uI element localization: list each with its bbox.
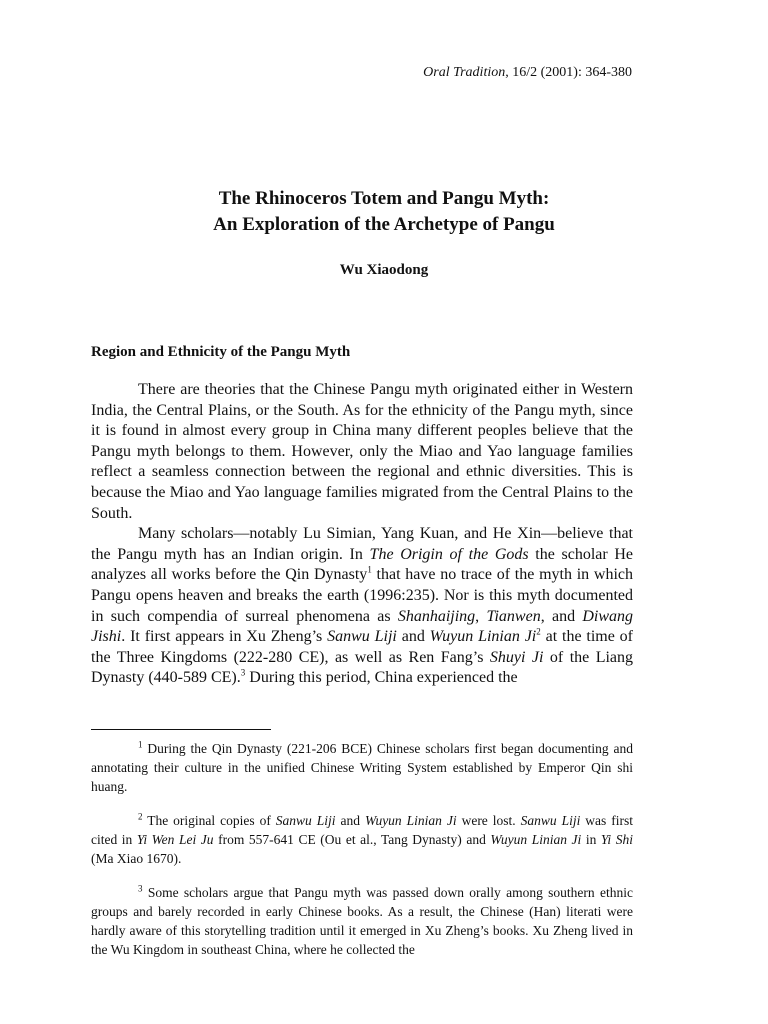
article-title	[0, 186, 768, 238]
italic-title: Yi Wen Lei Ju	[136, 832, 214, 847]
italic-title: Wuyun Linian Ji	[490, 832, 582, 847]
italic-title: Sanwu Liji	[327, 628, 397, 646]
text-run: ,	[475, 607, 487, 625]
text-run: During this period, China experienced the	[245, 669, 518, 687]
text-run: of the Liang Dynasty (440-589 CE).	[91, 648, 634, 687]
text-run: and	[396, 628, 430, 646]
text-run: Many scholars—notably Lu Simian, Yang Kuan, and He Xin—believe that the Pangu myth has an Indian origin. In	[91, 525, 633, 563]
text-run: , and	[540, 607, 583, 625]
footnote-3	[91, 883, 633, 959]
italic-title: The Origin of the Gods	[369, 545, 529, 563]
paragraph-1: There are theories that the Chinese Pangu myth originated either in Western India, the Central Plains, or the South. As for the ethnicity of the Pangu myth, since it is found in almost every group in China many different peoples believe that the Pangu myth belongs to them. However, only the Miao and Yao language families reflect a seamless connection between the regional and ethnic diversities. This is because the Miao and Yao language families migrated from the Central Plains to the South.	[91, 381, 633, 522]
italic-title: Tianwen	[486, 607, 541, 625]
running-head	[423, 64, 632, 82]
text-run: the scholar He analyzes all works before the Qin Dynasty	[91, 545, 633, 584]
italic-title: Sanwu Liji	[520, 813, 581, 828]
footnote-number: 1	[138, 739, 143, 750]
text-run: and	[335, 813, 365, 828]
italic-title: Wuyun Linian Ji	[429, 628, 537, 646]
title-line-2: An Exploration of the Archetype of Pangu	[213, 214, 555, 235]
italic-title: Yi Shi	[600, 832, 633, 847]
text-run: The original copies of	[142, 813, 276, 828]
paragraph-2	[91, 524, 633, 689]
author-name: Wu Xiaodong	[339, 262, 429, 278]
text-run: from 557-641 CE (Ou et al., Tang Dynasty) and	[213, 832, 491, 847]
footnote-divider	[91, 729, 271, 730]
title-line-1: The Rhinoceros Totem and Pangu Myth:	[218, 188, 550, 209]
footnote-ref-2: 2	[536, 626, 541, 637]
text-run: in	[581, 832, 601, 847]
text-run: were lost.	[456, 813, 521, 828]
italic-title: Shanhaijing	[397, 607, 476, 625]
footnotes	[91, 739, 633, 974]
italic-title: Diwang Jishi	[91, 607, 634, 646]
journal-citation: , 16/2 (2001): 364-380	[505, 65, 632, 80]
italic-title: Wuyun Linian Ji	[364, 813, 457, 828]
footnote-ref-3: 3	[240, 667, 246, 678]
journal-name: Oral Tradition	[423, 65, 506, 80]
footnote-text: Some scholars argue that Pangu myth was passed down orally among southern ethnic groups and barely recorded in early Chinese books. As a result, the Chinese (Han) literati were hardly aware of this storytelling tradition until it emerged in Xu Zheng’s books. Xu Zheng lived in the Wu Kingdom in southeast China, where he collected the	[91, 885, 633, 957]
text-run: that have no trace of the myth in which Pangu opens heaven and breaks the earth (1996:235). Nor is this myth documented in such compendia of surreal phenomena as	[91, 566, 633, 625]
footnote-ref-1: 1	[367, 565, 372, 576]
italic-title: Sanwu Liji	[275, 813, 336, 828]
footnote-1	[91, 739, 633, 796]
text-run: (Ma Xiao 1670).	[91, 851, 182, 866]
text-run: at the time of the Three Kingdoms (222-280 CE), as well as Ren Fang’s	[91, 628, 633, 666]
section-heading: Region and Ethnicity of the Pangu Myth	[91, 344, 351, 360]
footnote-text: During the Qin Dynasty (221-206 BCE) Chinese scholars first began documenting and annotating their culture in the unified Chinese Writing System established by Emperor Qin shi huang.	[91, 741, 633, 794]
footnote-number: 2	[138, 811, 143, 822]
text-run: was first cited in	[91, 813, 634, 847]
body-text	[91, 380, 633, 689]
text-run: . It first appears in Xu Zheng’s	[121, 628, 328, 646]
italic-title: Shuyi Ji	[489, 648, 544, 666]
footnote-2	[91, 811, 633, 868]
footnote-number: 3	[138, 883, 143, 894]
